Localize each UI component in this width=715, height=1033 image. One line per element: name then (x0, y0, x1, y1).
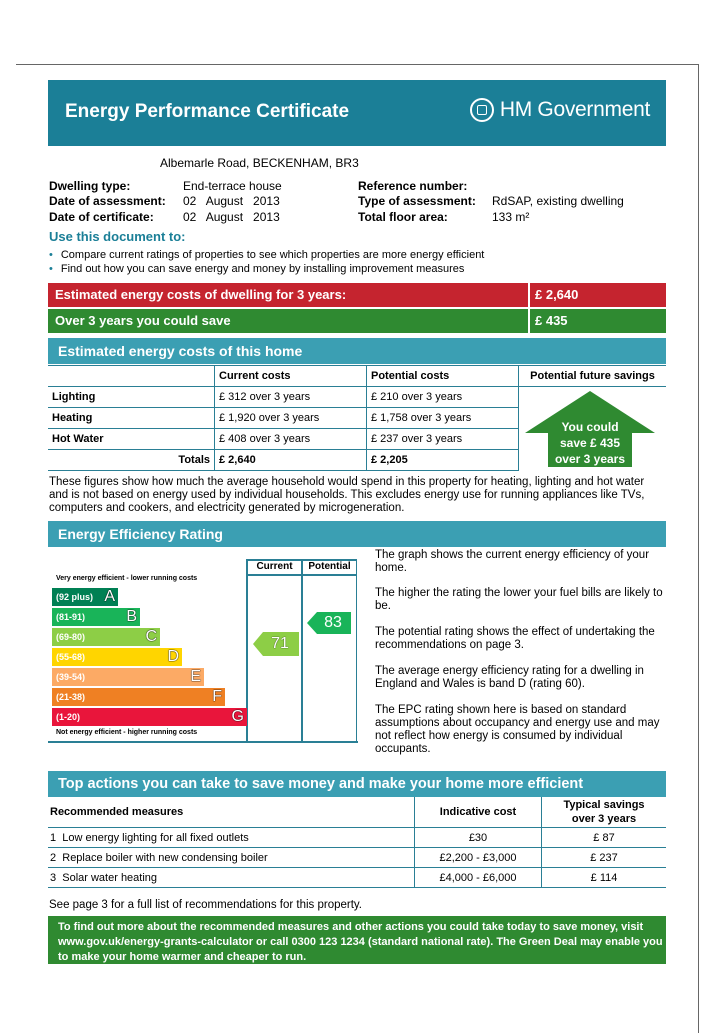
measure-cost: £30 (415, 828, 542, 848)
col-potential-costs: Potential costs (367, 366, 519, 387)
estimated-costs-bar (48, 283, 666, 307)
certificate-date-value: 02 August 2013 (183, 210, 280, 224)
divider (301, 559, 303, 743)
certificate-date-label: Date of certificate: (49, 210, 154, 224)
costs-heading-text: Estimated energy costs of this home (58, 343, 303, 359)
savings-bar (48, 309, 666, 333)
row-potential: £ 237 over 3 years (367, 429, 519, 450)
measure-saving: £ 87 (542, 828, 667, 848)
row-label: Lighting (48, 387, 215, 408)
row-label: Heating (48, 408, 215, 429)
col-savings (542, 797, 667, 828)
savings-value: £ 435 (535, 313, 568, 328)
band-letter: G (231, 708, 244, 725)
band-letter: A (104, 588, 115, 605)
rating-heading-text: Energy Efficiency Rating (58, 526, 223, 542)
dwelling-type-value: End-terrace house (183, 179, 282, 193)
potential-rating: 83 (324, 614, 342, 631)
costs-note: These figures show how much the average household would spend in this property for heating, lighting and hot water and is not based on energy used by individual households. This excludes energy use for running appliances like TVs, computers and cookers, and electricity generated by microgeneration. (49, 476, 645, 514)
row-potential: £ 210 over 3 years (367, 387, 519, 408)
savings-label: Over 3 years you could save (55, 313, 231, 328)
band-b (52, 608, 140, 626)
measure-saving: £ 114 (542, 868, 667, 888)
band-letter: E (190, 668, 201, 685)
rating-text-5: The EPC rating shown here is based on standard assumptions about occupancy and energy use and may not reflect how energy is consumed by individual occupants. (375, 704, 660, 755)
measure-num: 3 (50, 871, 57, 884)
measure-cost: £4,000 - £6,000 (415, 868, 542, 888)
band-a (52, 588, 118, 606)
band-g (52, 708, 247, 726)
assessment-date-label: Date of assessment: (49, 194, 166, 208)
band-range: (39-54) (56, 672, 86, 682)
assessment-type-value: RdSAP, existing dwelling (492, 194, 624, 208)
band-range: (81-91) (56, 612, 86, 622)
divider (528, 309, 530, 333)
measure-cell (48, 868, 415, 888)
totals-label: Totals (48, 450, 215, 471)
measure-num: 2 (50, 851, 57, 864)
col-measures: Recommended measures (48, 797, 415, 828)
row-label: Hot Water (48, 429, 215, 450)
costs-section-heading (48, 338, 666, 364)
page-title: Energy Performance Certificate (65, 101, 350, 122)
row-potential: £ 1,758 over 3 years (367, 408, 519, 429)
band-range: (21-38) (56, 692, 86, 702)
band-range: (92 plus) (56, 592, 94, 602)
col-current: Current (256, 561, 293, 572)
table-row (48, 848, 666, 868)
actions-heading-text: Top actions you can take to save money and make your home more efficient (58, 776, 584, 792)
reference-label: Reference number: (358, 179, 468, 193)
page-border-top (16, 64, 699, 65)
dwelling-type-label: Dwelling type: (49, 179, 131, 193)
use-bullet-text: Compare current ratings of properties to see which properties are more energy efficient (60, 249, 485, 261)
use-bullet-1: • Compare current ratings of properties to see which properties are more energy efficient (49, 249, 485, 261)
band-letter: C (145, 628, 157, 645)
table-row (48, 828, 666, 848)
actions-section-heading (48, 771, 666, 797)
band-range: (55-68) (56, 652, 86, 662)
page-border-right (698, 64, 699, 1033)
savings-arrow-text (525, 419, 655, 467)
assessment-date-value: 02 August 2013 (183, 194, 280, 208)
band-letter: D (167, 648, 179, 665)
assessment-type-label: Type of assessment: (358, 194, 476, 208)
table-row (48, 868, 666, 888)
rating-chart (48, 559, 358, 744)
floor-area-value: 133 m² (492, 210, 530, 224)
band-c (52, 628, 160, 646)
table-header-row (48, 797, 666, 828)
measure-saving: £ 237 (542, 848, 667, 868)
measure-cell (48, 828, 415, 848)
total-potential: £ 2,205 (367, 450, 519, 471)
col-future-savings: Potential future savings (519, 366, 667, 387)
header-banner (48, 80, 666, 146)
footer-note-box (48, 916, 666, 964)
savings-arrow (525, 391, 655, 467)
divider (528, 283, 530, 307)
table-header-row (48, 366, 666, 387)
rating-text-2: The higher the rating the lower your fuel bills are likely to be. (375, 587, 663, 612)
band-e (52, 668, 204, 686)
col-savings-line: over 3 years (571, 813, 637, 825)
divider (48, 741, 358, 743)
arrow-line: over 3 years (554, 452, 626, 466)
total-current: £ 2,640 (215, 450, 367, 471)
measure-name: Solar water heating (62, 871, 158, 884)
band-letter: B (126, 608, 137, 625)
gov-label: HM Government (499, 98, 650, 121)
actions-table (48, 797, 666, 888)
band-d (52, 648, 182, 666)
band-range: (1-20) (56, 712, 81, 722)
use-heading: Use this document to: (49, 229, 186, 244)
current-rating: 71 (271, 635, 289, 652)
rating-section-heading (48, 521, 666, 547)
arrow-line: You could (561, 420, 619, 434)
col-current-costs: Current costs (215, 366, 367, 387)
measure-num: 1 (50, 831, 57, 844)
rating-text-1: The graph shows the current energy efficiency of your home. (375, 549, 650, 574)
top-caption: Very energy efficient - lower running costs (56, 575, 198, 582)
col-cost: Indicative cost (415, 797, 542, 828)
rating-text-3: The potential rating shows the effect of undertaking the recommendations on page 3. (375, 626, 655, 651)
measure-cell (48, 848, 415, 868)
row-current: £ 312 over 3 years (215, 387, 367, 408)
row-current: £ 408 over 3 years (215, 429, 367, 450)
measure-name: Low energy lighting for all fixed outlets (62, 831, 249, 844)
divider (246, 574, 356, 576)
use-bullet-2: • Find out how you can save energy and money by installing improvement measures (49, 263, 465, 275)
gov-logo (470, 98, 650, 122)
band-range: (69-80) (56, 632, 86, 642)
measure-cost: £2,200 - £3,000 (415, 848, 542, 868)
bottom-caption: Not energy efficient - higher running costs (56, 729, 198, 736)
band-f (52, 688, 225, 706)
col-potential: Potential (308, 561, 351, 572)
row-current: £ 1,920 over 3 years (215, 408, 367, 429)
band-letter: F (212, 688, 222, 705)
see-page-note: See page 3 for a full list of recommendations for this property. (49, 899, 362, 911)
rating-text-4: The average energy efficiency rating for a dwelling in England and Wales is band D (rating 60). (375, 665, 644, 690)
use-bullet-text: Find out how you can save energy and money by installing improvement measures (60, 263, 465, 275)
estimated-costs-label: Estimated energy costs of dwelling for 3 years: (55, 287, 347, 302)
estimated-costs-value: £ 2,640 (535, 287, 579, 302)
crest-icon (470, 98, 494, 122)
measure-name: Replace boiler with new condensing boiler (62, 851, 268, 864)
property-address: Albemarle Road, BECKENHAM, BR3 (160, 156, 359, 170)
arrow-line: save £ 435 (559, 436, 621, 450)
table-cell (48, 366, 215, 387)
col-savings-line: Typical savings (563, 799, 645, 811)
footer-note: To find out more about the recommended measures and other actions you could take today to save money, visit www.gov.uk/energy-grants-calculator or call 0300 123 1234 (standard national rate). The Green Deal may enable you to make your home warmer and cheaper to run. (58, 921, 663, 963)
floor-area-label: Total floor area: (358, 210, 448, 224)
